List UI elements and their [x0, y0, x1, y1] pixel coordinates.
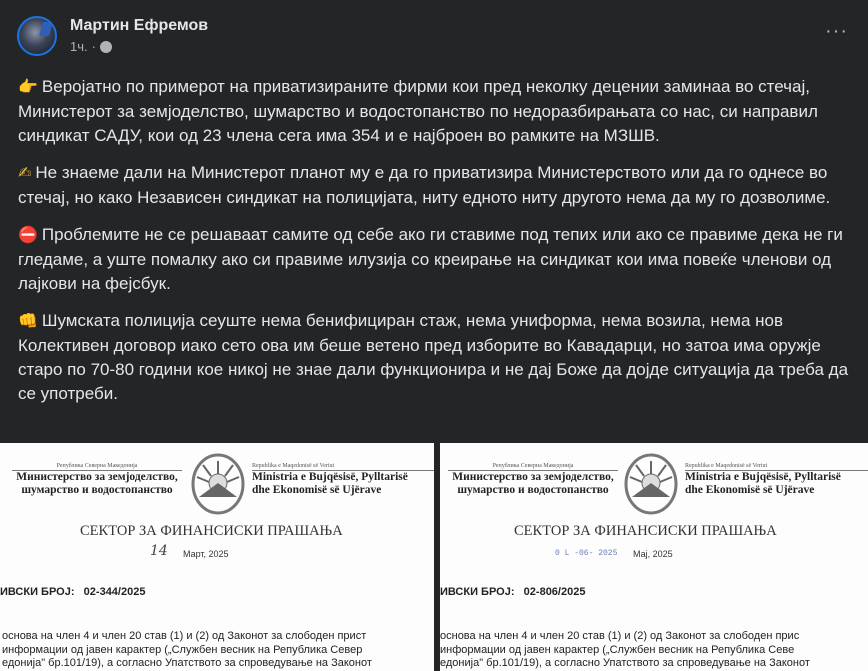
- header-small: Република Северна Македонија: [448, 463, 618, 471]
- post-paragraph: [18, 309, 858, 406]
- body-line: едонија" бр.101/19), а согласно Упатството за спроведување на Законот: [2, 657, 372, 669]
- paragraph-text: Шумската полиција сеуште нема бенифициран стаж, нема униформа, нема возила, нема нов Колективен договор иако сето ова им беше ветено пред изборите во Кавадарци, но затоа има оружје старо по 70-80 години кое никој не знае дали функционира и не дај Боже да дојде ситуација да треба да се употреби.: [18, 311, 849, 403]
- header-line: Ministria e Bujqësisë, Pylltarisë: [252, 471, 408, 483]
- header-line: шумарство и водостопанство: [457, 484, 609, 496]
- sector-title: СЕКТОР ЗА ФИНАНСИСКИ ПРАШАЊА: [514, 523, 777, 539]
- attached-image-2[interactable]: [440, 443, 868, 671]
- fist-icon: 👊: [18, 313, 38, 330]
- header-al: [685, 463, 868, 497]
- header-line: Ministria e Bujqësisë, Pylltarisë: [685, 471, 841, 483]
- header-small: Republika e Maqedonisë së Veriut: [252, 463, 434, 471]
- stamp-date: 0 L -06- 2025: [555, 549, 618, 558]
- document-body: [440, 630, 810, 671]
- post-time[interactable]: 1ч.: [70, 39, 88, 54]
- globe-icon: [100, 41, 112, 53]
- author-name[interactable]: Мартин Ефремов: [70, 17, 209, 34]
- header-small: Republika e Maqedonisë së Veriut: [685, 463, 868, 471]
- backhand-index-pointing-right-icon: 👉: [18, 79, 38, 96]
- post-meta: [70, 16, 208, 56]
- attached-image-1[interactable]: [0, 443, 434, 671]
- document-body: [2, 630, 372, 671]
- archive-value: 02-806/2025: [523, 586, 586, 598]
- archive-number: [0, 586, 145, 598]
- archive-label: ИВСКИ БРОЈ:: [0, 586, 75, 598]
- paragraph-text: Веројатно по примерот на приватизираните фирми кои пред неколку децении заминаа во стечај, Министерот за земјоделство, шумарство и водостопанство по недоразбирањата со нас, си направил синдикат САДУ, кои од 23 члена сега има 354 и е најброен во рамките на МЗШВ.: [18, 77, 818, 145]
- sector-title: СЕКТОР ЗА ФИНАНСИСКИ ПРАШАЊА: [80, 523, 343, 539]
- post-paragraph: [18, 223, 858, 296]
- no-entry-icon: ⛔: [18, 227, 38, 244]
- handwritten-day: 14: [150, 543, 168, 559]
- writing-hand-icon: ✍: [18, 165, 32, 182]
- body-line: информации од јавен карактер („Службен весник на Република Север: [2, 643, 363, 656]
- header-line: Министерство за земјоделство,: [452, 471, 614, 483]
- body-line: едонија" бр.101/19), а согласно Упатството за спроведување на Законот: [440, 657, 810, 669]
- body-line: информации од јавен карактер („Службен весник на Република Севе: [440, 643, 795, 656]
- archive-value: 02-344/2025: [83, 586, 146, 598]
- post-paragraph: [18, 161, 858, 210]
- coat-of-arms-emblem: [624, 453, 678, 515]
- separator: ·: [91, 39, 96, 54]
- paragraph-text: Не знаеме дали на Министерот планот му е да го приватизира Министерството или да го однесе во стечај, но како Независен синдикат на полицијата, ниту едното ниту другото нема да му го дозволиме.: [18, 163, 831, 207]
- paragraph-text: Проблемите не се решаваат самите од себе ако ги ставиме под тепих или ако се правиме дека не ги гледаме, а уште помалку ако си правиме илузија со креирање на синдикат кои има повеќе членови од лајкови на фејсбук.: [18, 225, 843, 293]
- header-mk: [448, 463, 618, 497]
- document-date: Март, 2025: [183, 549, 229, 559]
- document-date: Мај, 2025: [633, 549, 673, 559]
- header-al: [252, 463, 434, 497]
- header-line: шумарство и водостопанство: [21, 484, 173, 496]
- coat-of-arms-emblem: [191, 453, 245, 515]
- post-paragraph: [18, 75, 858, 148]
- body-line: основа на член 4 и член 20 став (1) и (2) од Законот за слободен прист: [2, 630, 367, 642]
- header-mk: [12, 463, 182, 497]
- more-options-button[interactable]: ···: [825, 20, 848, 42]
- header-small: Република Северна Македонија: [12, 463, 182, 471]
- header-line: Министерство за земјоделство,: [16, 471, 178, 483]
- post-header: [17, 14, 208, 58]
- archive-number: [440, 586, 585, 598]
- avatar[interactable]: [17, 16, 57, 56]
- archive-label: ИВСКИ БРОЈ:: [440, 586, 515, 598]
- body-line: основа на член 4 и член 20 став (1) и (2) од Законот за слободен прис: [440, 630, 800, 642]
- header-line: dhe Ekonomisë së Ujërave: [685, 484, 815, 496]
- post-text: [18, 75, 858, 419]
- header-line: dhe Ekonomisë së Ujërave: [252, 484, 382, 496]
- post-subline: [70, 38, 208, 56]
